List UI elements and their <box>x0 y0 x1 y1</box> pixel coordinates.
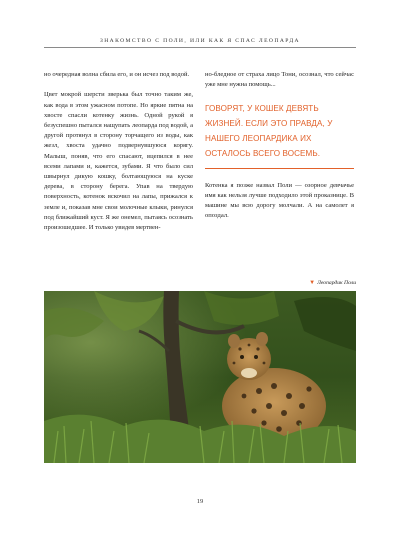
photo-caption <box>292 280 356 286</box>
running-header: ЗНАКОМСТВО С ПОЛИ, ИЛИ КАК Я СПАС ЛЕОПАРДА <box>100 38 300 44</box>
page-number: 19 <box>196 498 204 505</box>
pull-quote: ГОВОРЯТ, У КОШЕК ДЕВЯТЬ ЖИЗНЕЙ. ЕСЛИ ЭТО ПРАВДА, У НАШЕГО ЛЕОПАРДИКА ИХ ОСТАЛОСЬ ВСЕГО ВОСЕМЬ. <box>205 104 333 158</box>
leopard-photo <box>44 291 356 463</box>
paragraph: но-бледное от страха лицо Тони, осознал, что сейчас уже мне нужна помощь... <box>205 71 354 89</box>
right-text-column <box>205 70 354 221</box>
paragraph: но очередная волна сбила его, и он исчез под водой. <box>44 71 190 78</box>
caption-text: Леопардик Поли <box>317 280 356 286</box>
left-text-column <box>44 70 193 233</box>
paragraph: Цвет мокрой шерсти зверька был точно таким же, как вода в этом ужасном потопе. Но яркие пятна на хвосте спасли котенку жизнь. Одной рукой я безуспешно пытался нащупать леопарда под водой, а другой протянул в сторону торчащего из воды, как жезл, хвоста удачно подвернувшуюся корягу. Малыш, поняв, что его спасают, вцепился в нее всеми лапами и, кажется, зубами. Я что было сил швырнул дикую кошку, болтающуюся на куске дерева, в сторону берега. Упав на твердую поверхность, котенок вскочил на лапы, прижался к земле и, показав мне свои молочные клыки, ринулся под ближайший куст. Я же онемел, пытаясь осознать произошедшее. И только увидев мертвен- <box>44 91 193 232</box>
pull-quote-rule <box>205 168 354 169</box>
header-rule <box>44 47 356 48</box>
paragraph: Котенка я позже назвал Поли — озорное девчачье имя как нельзя лучше подходило этой проказнице. В машине мы всю дорогу молчали. А на самолет я опоздал. <box>205 181 354 220</box>
caption-triangle-icon: ▼ <box>309 280 316 286</box>
